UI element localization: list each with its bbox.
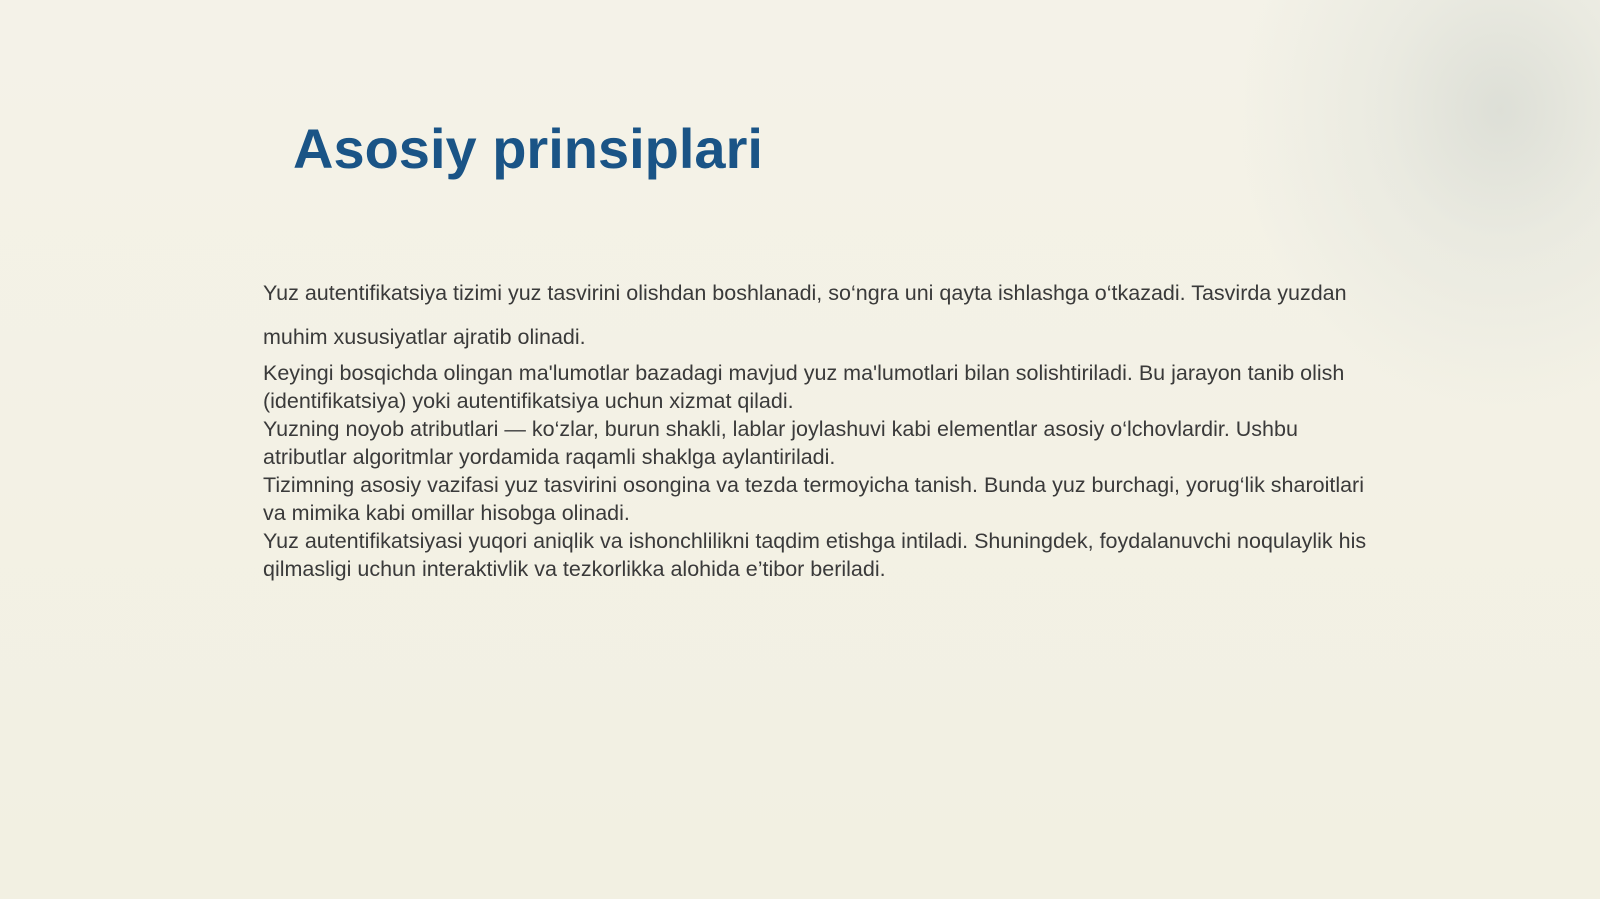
paragraph-1: Yuz autentifikatsiya tizimi yuz tasvirini olishdan boshlanadi, so‘ngra uni qayta ishlashga o‘tkazadi. Tasvirda yuzdan muhim xususiyatlar ajratib olinadi. — [263, 281, 1347, 349]
slide-body — [263, 271, 1373, 583]
paragraph-2: Keyingi bosqichda olingan ma'lumotlar bazadagi mavjud yuz ma'lumotlari bilan solishtiriladi. Bu jarayon tanib olish (identifikatsiya) yoki autentifikatsiya uchun xizmat qiladi. — [263, 361, 1345, 413]
paragraph-5: Yuz autentifikatsiyasi yuqori aniqlik va ishonchlilikni taqdim etishga intiladi. Shuningdek, foydalanuvchi noqulaylik his qilmasligi uchun interaktivlik va tezkorlikka alohida e’tibor beriladi. — [263, 529, 1367, 581]
paragraph-4: Tizimning asosiy vazifasi yuz tasvirini osongina va tezda termoyicha tanish. Bunda yuz burchagi, yorug‘lik sharoitlari va mimika kabi omillar hisobga olinadi. — [263, 473, 1364, 525]
paragraph-3: Yuzning noyob atributlari — ko‘zlar, burun shakli, lablar joylashuvi kabi elementlar asosiy o‘lchovlardir. Ushbu atributlar algoritmlar yordamida raqamli shaklga aylantiriladi. — [263, 417, 1298, 469]
slide-title: Asosiy prinsiplari — [293, 117, 763, 180]
